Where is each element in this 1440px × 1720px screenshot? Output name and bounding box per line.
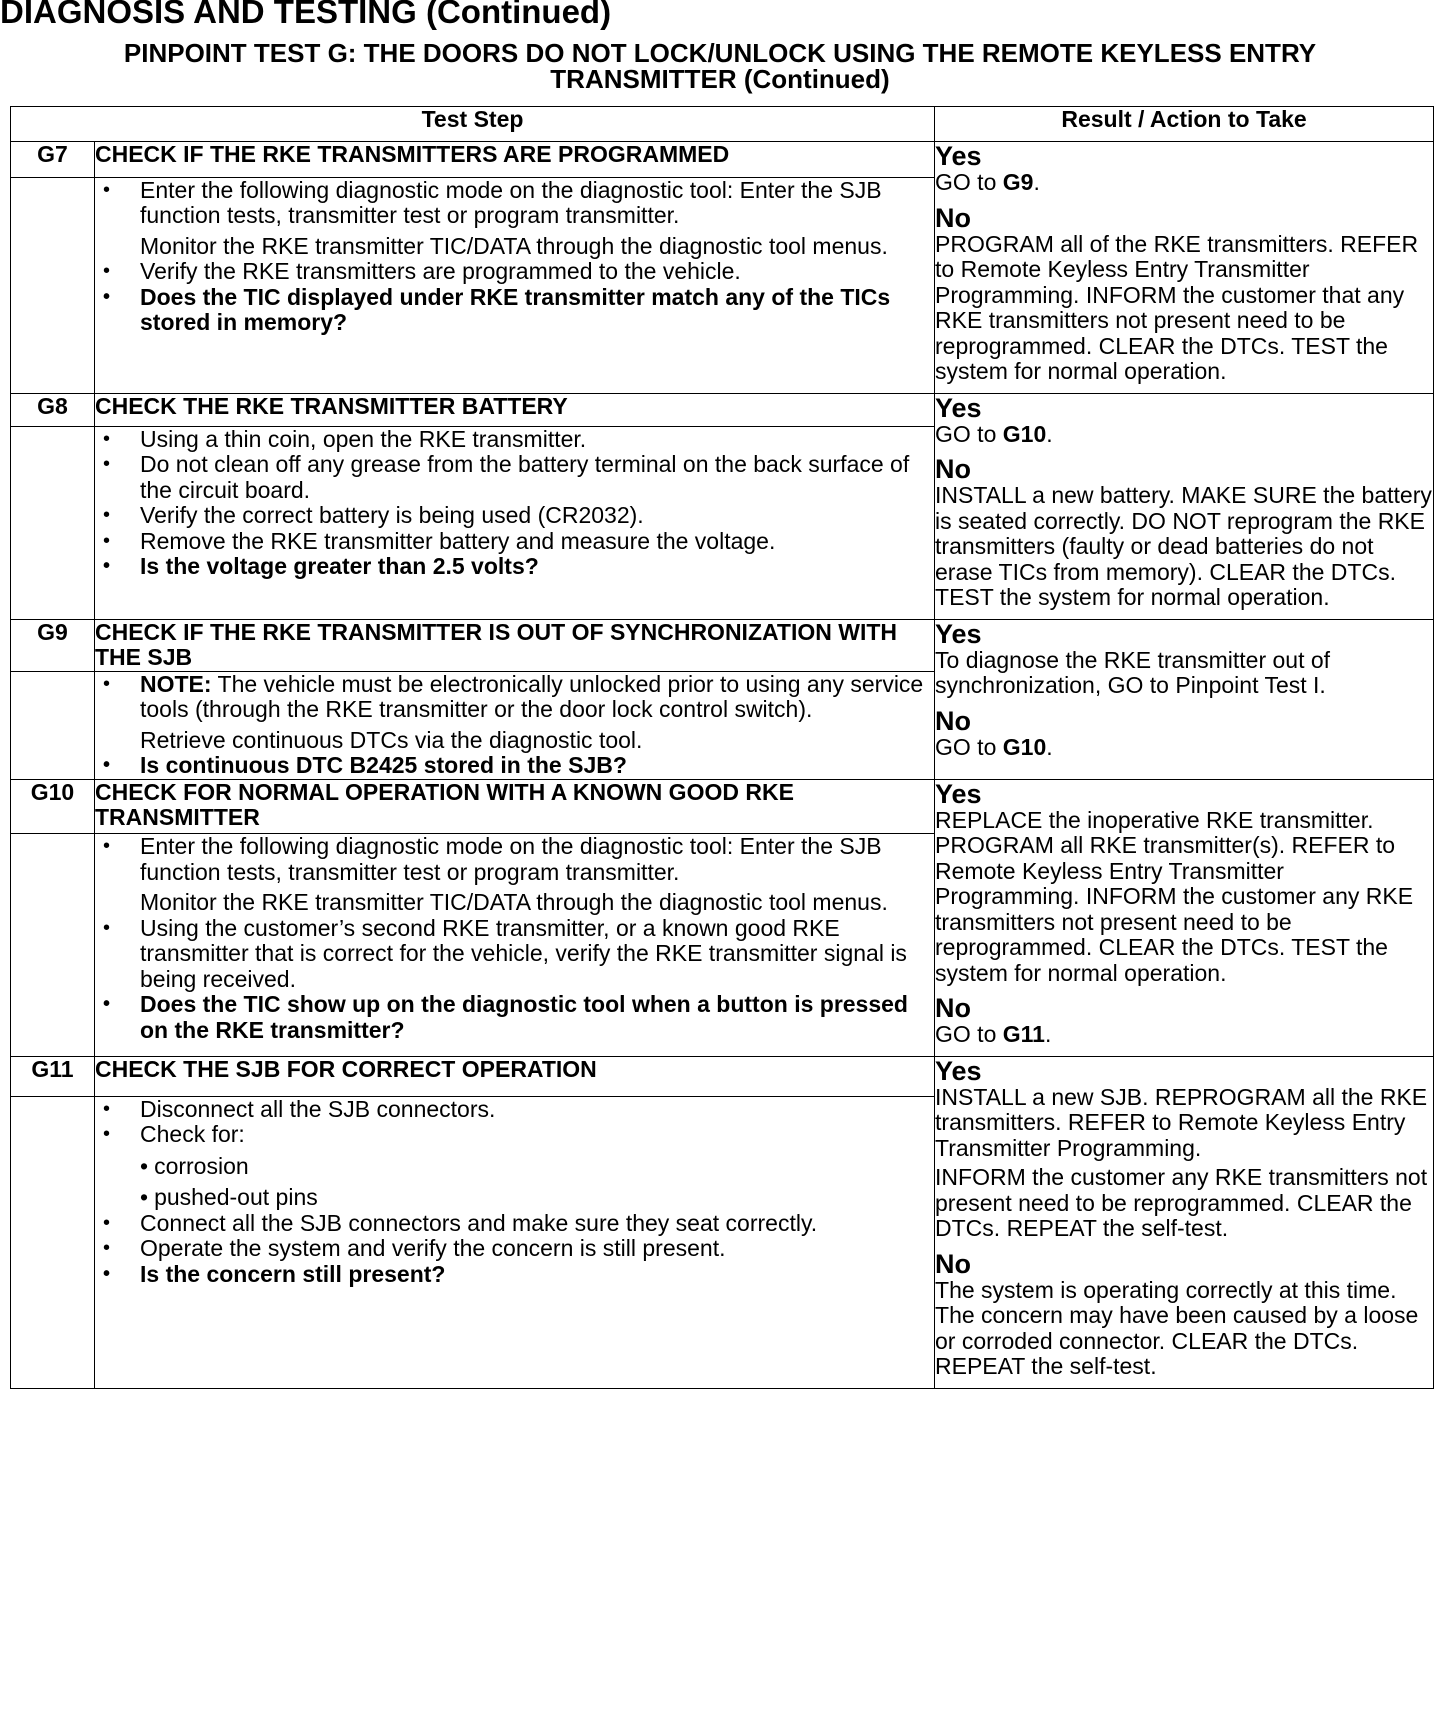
yes-label: Yes <box>935 141 982 171</box>
note-label: NOTE: <box>140 670 212 697</box>
step-actions-list <box>95 672 934 779</box>
yes-step-reference: G9 <box>1002 169 1034 195</box>
pinpoint-test-title <box>0 40 1440 92</box>
yes-result <box>935 620 1433 699</box>
note-text: The vehicle must be electronically unlocked prior to using any service tools (through the RKE transmitter or the door lock control switch). <box>140 670 924 722</box>
step-row-g8 <box>11 393 1434 426</box>
action-text: Enter the following diagnostic mode on the diagnostic tool: Enter the SJB function tests, transmitter test or program transmitter. <box>140 176 882 229</box>
no-action: INSTALL a new battery. MAKE SURE the battery is seated correctly. DO NOT reprogram the RKE transmitters (faulty or dead batteries do not erase TICs from memory). CLEAR the DTCs. TEST the system for normal operation. <box>935 482 1432 610</box>
action-text: Remove the RKE transmitter battery and measure the voltage. <box>140 527 776 554</box>
step-id: G7 <box>11 142 95 178</box>
action-text: Verify the correct battery is being used (CR2032). <box>140 502 644 529</box>
step-question <box>95 554 934 580</box>
step-title: CHECK IF THE RKE TRANSMITTERS ARE PROGRAMMED <box>95 142 935 178</box>
yes-label: Yes <box>935 618 982 649</box>
no-step-reference: G11 <box>1002 1021 1045 1047</box>
step-actions-list <box>95 427 934 580</box>
step-id-spacer <box>11 834 95 1056</box>
step-action <box>95 834 934 885</box>
step-action <box>95 178 934 229</box>
no-action-text <box>935 232 1433 385</box>
test-steps <box>11 142 1434 1389</box>
step-actions-list <box>95 178 934 336</box>
yes-label: Yes <box>935 778 982 809</box>
no-result <box>935 707 1433 761</box>
yes-action-text <box>935 170 1433 196</box>
step-title: CHECK FOR NORMAL OPERATION WITH A KNOWN GOOD RKE TRANSMITTER <box>95 779 935 834</box>
step-action <box>95 1154 934 1180</box>
step-id: G10 <box>11 779 95 834</box>
step-action <box>95 672 934 723</box>
step-action <box>95 1211 934 1237</box>
yes-action-text-2: INFORM the customer any RKE transmitters not present need to be reprogrammed. CLEAR the DTCs. REPEAT the self-test. <box>935 1164 1428 1241</box>
step-question <box>95 1262 934 1288</box>
yes-result <box>935 142 1433 196</box>
no-action-text <box>935 1278 1433 1380</box>
no-result <box>935 994 1433 1048</box>
sub-bullet-icon: • <box>140 1184 149 1211</box>
action-text: Retrieve continuous DTCs via the diagnostic tool. <box>140 726 643 753</box>
action-text: Operate the system and verify the concern is still present. <box>140 1235 726 1262</box>
step-action <box>95 1236 934 1262</box>
no-action: The system is operating correctly at this time. The concern may have been caused by a loose or corroded connector. CLEAR the DTCs. REPEAT the self-test. <box>935 1276 1419 1379</box>
yes-action: To diagnose the RKE transmitter out of synchronization, GO to Pinpoint Test I. <box>935 646 1331 698</box>
step-action <box>95 427 934 453</box>
yes-action: GO to <box>935 420 1003 447</box>
step-action <box>95 1185 934 1211</box>
pinpoint-test-title-line-1: PINPOINT TEST G: THE DOORS DO NOT LOCK/UNLOCK USING THE REMOTE KEYLESS ENTRY <box>123 38 1317 68</box>
action-text: Connect all the SJB connectors and make sure they seat correctly. <box>140 1209 818 1236</box>
action-text: Does the TIC displayed under RKE transmitter match any of the TICs stored in memory? <box>140 283 891 336</box>
no-label: No <box>935 993 972 1023</box>
step-action <box>95 259 934 285</box>
action-text: Enter the following diagnostic mode on the diagnostic tool: Enter the SJB function tests, transmitter test or program transmitter. <box>140 833 882 885</box>
step-action <box>95 1097 934 1123</box>
no-action: GO to <box>935 733 1003 760</box>
action-text: Do not clean off any grease from the battery terminal on the back surface of the circuit board. <box>140 451 910 503</box>
step-action <box>95 916 934 993</box>
step-question <box>95 285 934 336</box>
step-id: G9 <box>11 619 95 671</box>
no-action-tail: . <box>1046 733 1053 760</box>
yes-action-tail: . <box>1046 420 1053 447</box>
step-row-g10 <box>11 779 1434 834</box>
step-id: G11 <box>11 1056 95 1096</box>
step-row-g7 <box>11 142 1434 178</box>
action-text: Check for: <box>140 1121 245 1148</box>
step-actions-cell <box>95 671 935 779</box>
result-action-cell <box>935 142 1434 394</box>
result-action-cell <box>935 779 1434 1056</box>
yes-action: GO to <box>935 169 1003 195</box>
step-row-g11 <box>11 1056 1434 1096</box>
no-result <box>935 455 1433 611</box>
step-action <box>95 529 934 555</box>
step-action <box>95 1122 934 1148</box>
no-action-text <box>935 1022 1433 1048</box>
step-title: CHECK THE SJB FOR CORRECT OPERATION <box>95 1056 935 1096</box>
action-text: Is continuous DTC B2425 stored in the SJB? <box>140 752 627 778</box>
step-question <box>95 992 934 1043</box>
action-text: Monitor the RKE transmitter TIC/DATA through the diagnostic tool menus. <box>140 889 888 916</box>
step-action <box>95 890 934 916</box>
step-actions-cell <box>95 834 935 1056</box>
document-title: DIAGNOSIS AND TESTING (Continued) <box>0 0 612 30</box>
action-text: Disconnect all the SJB connectors. <box>140 1095 496 1122</box>
sub-action-text: corrosion <box>154 1152 249 1179</box>
step-action <box>95 234 934 260</box>
step-id-spacer <box>11 177 95 393</box>
no-step-reference: G10 <box>1002 733 1047 760</box>
yes-result <box>935 780 1433 987</box>
no-action-tail: . <box>1044 1021 1052 1047</box>
action-text: Using a thin coin, open the RKE transmitter. <box>140 425 587 452</box>
step-actions-cell <box>95 1096 935 1388</box>
yes-action-text <box>935 422 1433 448</box>
step-id: G8 <box>11 393 95 426</box>
no-label: No <box>935 705 972 736</box>
result-action-cell <box>935 1056 1434 1388</box>
no-action: GO to <box>935 1021 1003 1047</box>
no-action-text <box>935 735 1433 761</box>
yes-result <box>935 394 1433 448</box>
sub-action-text: pushed-out pins <box>154 1184 318 1211</box>
action-text: Using the customer’s second RKE transmitter, or a known good RKE transmitter that is correct for the vehicle, verify the RKE transmitter signal is being received. <box>140 914 907 992</box>
sub-bullet-icon: • <box>140 1152 149 1179</box>
no-action: PROGRAM all of the RKE transmitters. REFER to Remote Keyless Entry Transmitter Programming. INFORM the customer that any RKE transmitters not present need to be reprogrammed. CLEAR the DTCs. TEST the system for normal operation. <box>935 230 1419 384</box>
action-text: Monitor the RKE transmitter TIC/DATA through the diagnostic tool menus. <box>140 232 888 259</box>
step-question <box>95 753 934 779</box>
yes-action: INSTALL a new SJB. REPROGRAM all the RKE transmitters. REFER to Remote Keyless Entry Transmitter Programming. <box>935 1083 1428 1161</box>
step-actions-cell <box>95 426 935 619</box>
action-text: Does the TIC show up on the diagnostic tool when a button is pressed on the RKE transmitter? <box>140 991 908 1043</box>
table-header-row <box>11 107 1434 142</box>
no-result <box>935 204 1433 385</box>
yes-step-reference: G10 <box>1002 420 1047 447</box>
action-text: Is the voltage greater than 2.5 volts? <box>140 553 539 580</box>
step-id-spacer <box>11 1096 95 1388</box>
step-actions-cell <box>95 177 935 393</box>
step-action <box>95 503 934 529</box>
yes-action-text <box>935 648 1433 699</box>
yes-action-text <box>935 808 1433 987</box>
no-label: No <box>935 454 972 484</box>
yes-action-tail: . <box>1033 169 1040 195</box>
step-action <box>95 452 934 503</box>
column-header-test-step: Test Step <box>11 107 935 142</box>
result-action-cell <box>935 619 1434 779</box>
yes-result <box>935 1057 1433 1242</box>
step-actions-list <box>95 834 934 1043</box>
pinpoint-test-title-line-2: TRANSMITTER (Continued) <box>550 64 890 94</box>
pinpoint-test-table <box>10 106 1434 1389</box>
step-action <box>95 728 934 754</box>
step-title: CHECK IF THE RKE TRANSMITTER IS OUT OF SYNCHRONIZATION WITH THE SJB <box>95 619 935 671</box>
action-text: Verify the RKE transmitters are programmed to the vehicle. <box>140 258 741 285</box>
column-header-result: Result / Action to Take <box>935 107 1434 142</box>
yes-label: Yes <box>935 1055 982 1086</box>
step-row-g9 <box>11 619 1434 671</box>
no-result <box>935 1250 1433 1380</box>
no-label: No <box>935 202 972 233</box>
no-label: No <box>935 1248 972 1279</box>
yes-action-text <box>935 1085 1433 1162</box>
step-id-spacer <box>11 671 95 779</box>
yes-action: REPLACE the inoperative RKE transmitter. PROGRAM all RKE transmitter(s). REFER to Remote Keyless Entry Transmitter Programming. INFORM the customer any RKE transmitters not present need to be reprogrammed. CLEAR the DTCs. TEST the system for normal operation. <box>935 806 1414 986</box>
step-actions-list <box>95 1097 934 1288</box>
no-action-text <box>935 483 1433 611</box>
step-title: CHECK THE RKE TRANSMITTER BATTERY <box>95 393 935 426</box>
yes-label: Yes <box>935 392 982 423</box>
action-text: Is the concern still present? <box>140 1260 446 1287</box>
result-action-cell <box>935 393 1434 619</box>
step-id-spacer <box>11 426 95 619</box>
